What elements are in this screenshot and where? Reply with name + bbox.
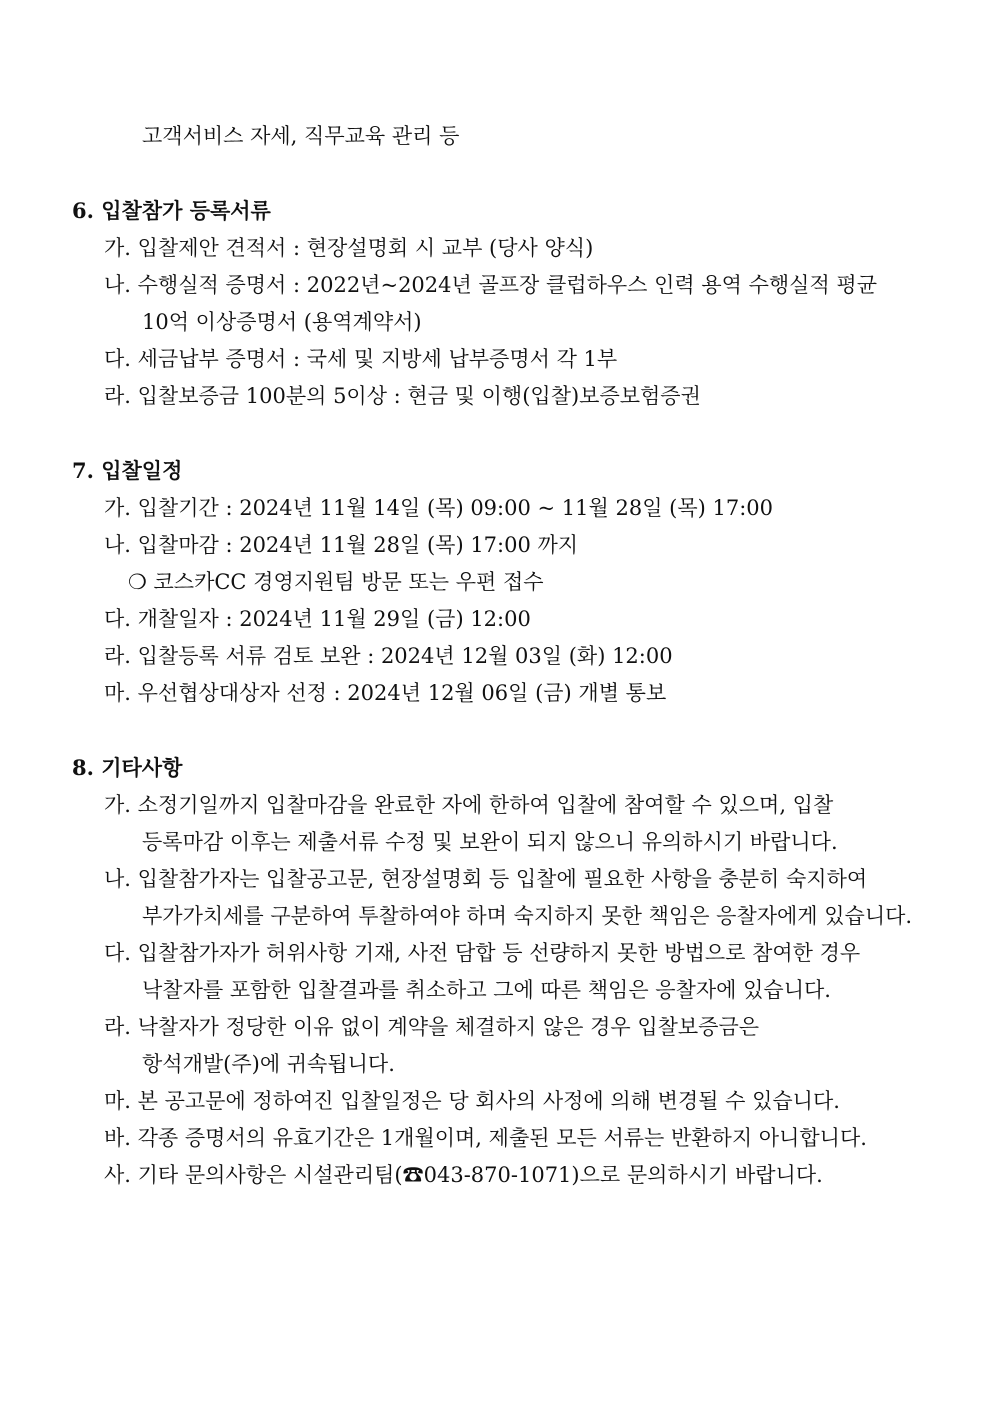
section-8-item: 바. 각종 증명서의 유효기간은 1개월이며, 제출된 모든 서류는 반환하지 아니합니다. [104, 1126, 867, 1150]
section-8-item-continuation: 부가가치세를 구분하여 투찰하여야 하며 숙지하지 못한 책임은 응찰자에게 있습니다. [142, 904, 913, 928]
section-6-item: 가. 입찰제안 견적서 : 현장설명회 시 교부 (당사 양식) [104, 236, 594, 260]
section-6-item: 라. 입찰보증금 100분의 5이상 : 현금 및 이행(입찰)보증보험증권 [104, 384, 701, 408]
section-7-item: 라. 입찰등록 서류 검토 보완 : 2024년 12월 03일 (화) 12:00 [104, 644, 673, 668]
section-7-item: 가. 입찰기간 : 2024년 11월 14일 (목) 09:00 ~ 11월 28일 (목) 17:00 [104, 496, 774, 520]
section-6-heading: 6. 입찰참가 등록서류 [72, 198, 271, 223]
section-8-item: 다. 입찰참가자가 허위사항 기재, 사전 담합 등 선량하지 못한 방법으로 참여한 경우 [104, 941, 861, 965]
section-7-item: 마. 우선협상대상자 선정 : 2024년 12월 06일 (금) 개별 통보 [104, 681, 667, 705]
section-7-bullet: ❍ 코스카CC 경영지원팀 방문 또는 우편 접수 [128, 570, 544, 594]
section-8-item: 라. 낙찰자가 정당한 이유 없이 계약을 체결하지 않은 경우 입찰보증금은 [104, 1015, 760, 1039]
section-8-item: 가. 소정기일까지 입찰마감을 완료한 자에 한하여 입찰에 참여할 수 있으며, 입찰 [104, 793, 834, 817]
section-7-heading: 7. 입찰일정 [72, 458, 183, 483]
section-8-item-continuation: 항석개발(주)에 귀속됩니다. [142, 1052, 395, 1076]
section-7-item: 다. 개찰일자 : 2024년 11월 29일 (금) 12:00 [104, 607, 531, 631]
section-6-item: 나. 수행실적 증명서 : 2022년~2024년 골프장 클럽하우스 인력 용역 수행실적 평균 [104, 273, 877, 297]
section-8-item-continuation: 낙찰자를 포함한 입찰결과를 취소하고 그에 따른 책임은 응찰자에 있습니다. [142, 978, 831, 1002]
section-8-item: 사. 기타 문의사항은 시설관리팀(☎043-870-1071)으로 문의하시기 바랍니다. [104, 1163, 823, 1187]
section-8-item: 마. 본 공고문에 정하여진 입찰일정은 당 회사의 사정에 의해 변경될 수 있습니다. [104, 1089, 840, 1113]
section-7-item: 나. 입찰마감 : 2024년 11월 28일 (목) 17:00 까지 [104, 533, 579, 557]
section-8-heading: 8. 기타사항 [72, 755, 183, 780]
section-8-item: 나. 입찰참가자는 입찰공고문, 현장설명회 등 입찰에 필요한 사항을 충분히 숙지하여 [104, 867, 868, 891]
intro-line: 고객서비스 자세, 직무교육 관리 등 [142, 124, 460, 148]
section-6-item-continuation: 10억 이상증명서 (용역계약서) [142, 310, 422, 334]
section-6-item: 다. 세금납부 증명서 : 국세 및 지방세 납부증명서 각 1부 [104, 347, 618, 371]
section-8-item-continuation: 등록마감 이후는 제출서류 수정 및 보완이 되지 않으니 유의하시기 바랍니다. [142, 830, 838, 854]
